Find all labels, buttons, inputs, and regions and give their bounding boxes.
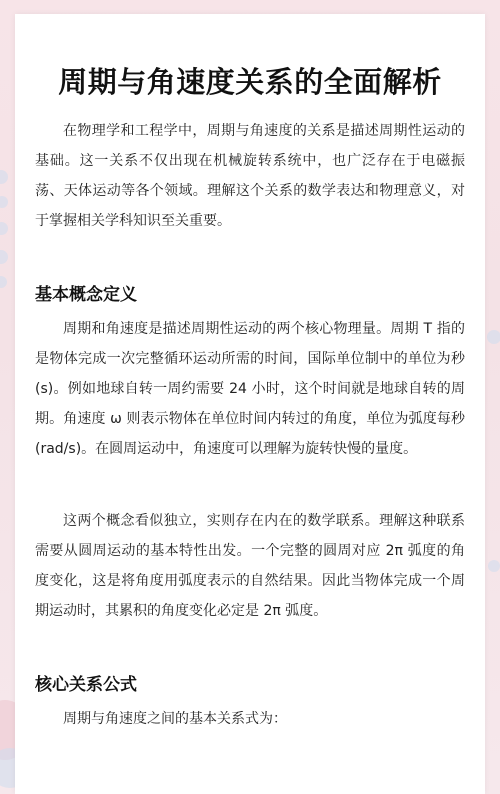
section-heading-formula: 核心关系公式 xyxy=(35,675,137,695)
formula-paragraph-1: 周期与角速度之间的基本关系式为： xyxy=(63,711,287,727)
background-bubble xyxy=(0,170,8,184)
background-bubble xyxy=(0,222,8,235)
background-bubble xyxy=(0,276,7,288)
background-bubble xyxy=(487,330,500,344)
article-card xyxy=(15,14,485,794)
background-bubble xyxy=(0,250,8,264)
definitions-paragraph-1: 周期和角速度是描述周期性运动的两个核心物理量。周期 T 指的是物体完成一次完整循环运动所需的时间，国际单位制中的单位为秒(s)。例如地球自转一周约需要 24 小时，这个时间就是地球自转的周期。角速度 ω 则表示物体在单位时间内转过的角度，单位为弧度每秒(rad/s)。在圆周运动中，角速度可以理解为旋转快慢的量度。 xyxy=(35,321,465,457)
background-bubble xyxy=(0,196,8,208)
page-title: 周期与角速度关系的全面解析 xyxy=(58,65,442,99)
background-bubble xyxy=(488,560,500,572)
section-heading-definitions: 基本概念定义 xyxy=(35,285,137,305)
intro-paragraph: 在物理学和工程学中，周期与角速度的关系是描述周期性运动的基础。这一关系不仅出现在机械旋转系统中，也广泛存在于电磁振荡、天体运动等各个领域。理解这个关系的数学表达和物理意义，对于掌握相关学科知识至关重要。 xyxy=(35,123,465,229)
definitions-paragraph-2: 这两个概念看似独立，实则存在内在的数学联系。理解这种联系需要从圆周运动的基本特性出发。一个完整的圆周对应 2π 弧度的角度变化，这是将角度用弧度表示的自然结果。因此当物体完成一个周期运动时，其累积的角度变化必定是 2π 弧度。 xyxy=(35,513,465,619)
